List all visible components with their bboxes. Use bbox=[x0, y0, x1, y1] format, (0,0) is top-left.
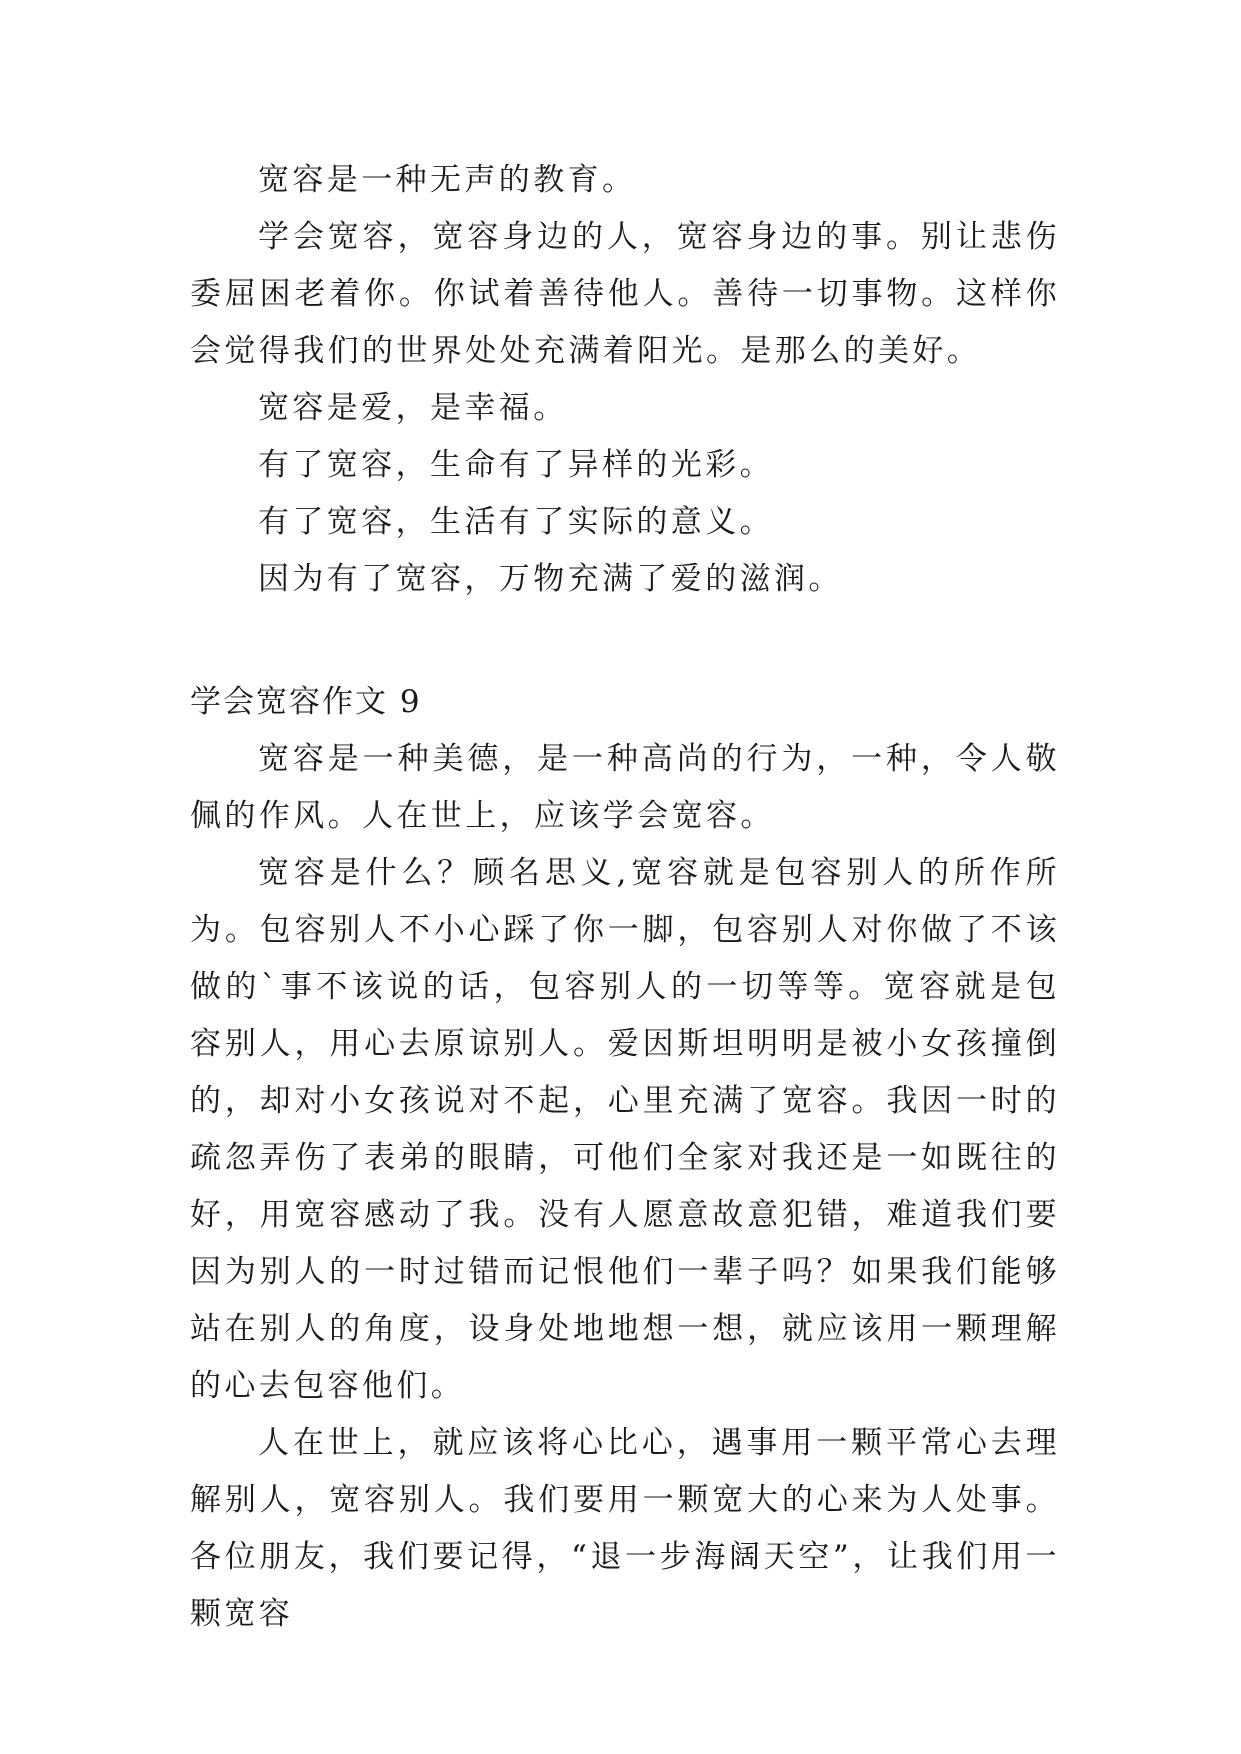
paragraph: 有了宽容，生命有了异样的光彩。 bbox=[258, 447, 774, 483]
paragraph: 宽容是爱，是幸福。 bbox=[258, 390, 568, 426]
paragraph: 有了宽容，生活有了实际的意义。 bbox=[258, 504, 774, 540]
paragraph: 宽容是什么？顾名思义,宽容就是包容别人的所作所为。包容别人不小心踩了你一脚，包容别人对你做了不该做的`事不该说的话，包容别人的一切等等。宽容就是包容别人，用心去原谅别人。爱因斯坦明明是被小女孩撞倒的，却对小女孩说对不起，心里充满了宽容。我因一时的疏忽弄伤了表弟的眼睛，可他们全家对我还是一如既往的好，用宽容感动了我。没有人愿意故意犯错，难道我们要因为别人的一时过错而记恨他们一辈子吗？如果我们能够站在别人的角度，设身处地地想一想，就应该用一颗理解的心去包容他们。 bbox=[190, 855, 1060, 1404]
paragraph: 人在世上，就应该将心比心，遇事用一颗平常心去理解别人，宽容别人。我们要用一颗宽大的心来为人处事。各位朋友，我们要记得，“退一步海阔天空”，让我们用一颗宽容 bbox=[190, 1425, 1060, 1632]
document-body bbox=[190, 152, 1060, 1643]
section-heading: 学会宽容作文 9 bbox=[190, 684, 422, 720]
paragraph: 宽容是一种无声的教育。 bbox=[258, 162, 637, 198]
paragraph: 因为有了宽容，万物充满了爱的滋润。 bbox=[258, 561, 843, 597]
section-spacer bbox=[190, 608, 1060, 674]
paragraph: 学会宽容，宽容身边的人，宽容身边的事。别让悲伤委屈困老着你。你试着善待他人。善待一切事物。这样你会觉得我们的世界处处充满着阳光。是那么的美好。 bbox=[190, 219, 1060, 369]
paragraph: 宽容是一种美德，是一种高尚的行为，一种，令人敬佩的作风。人在世上，应该学会宽容。 bbox=[190, 741, 1060, 834]
